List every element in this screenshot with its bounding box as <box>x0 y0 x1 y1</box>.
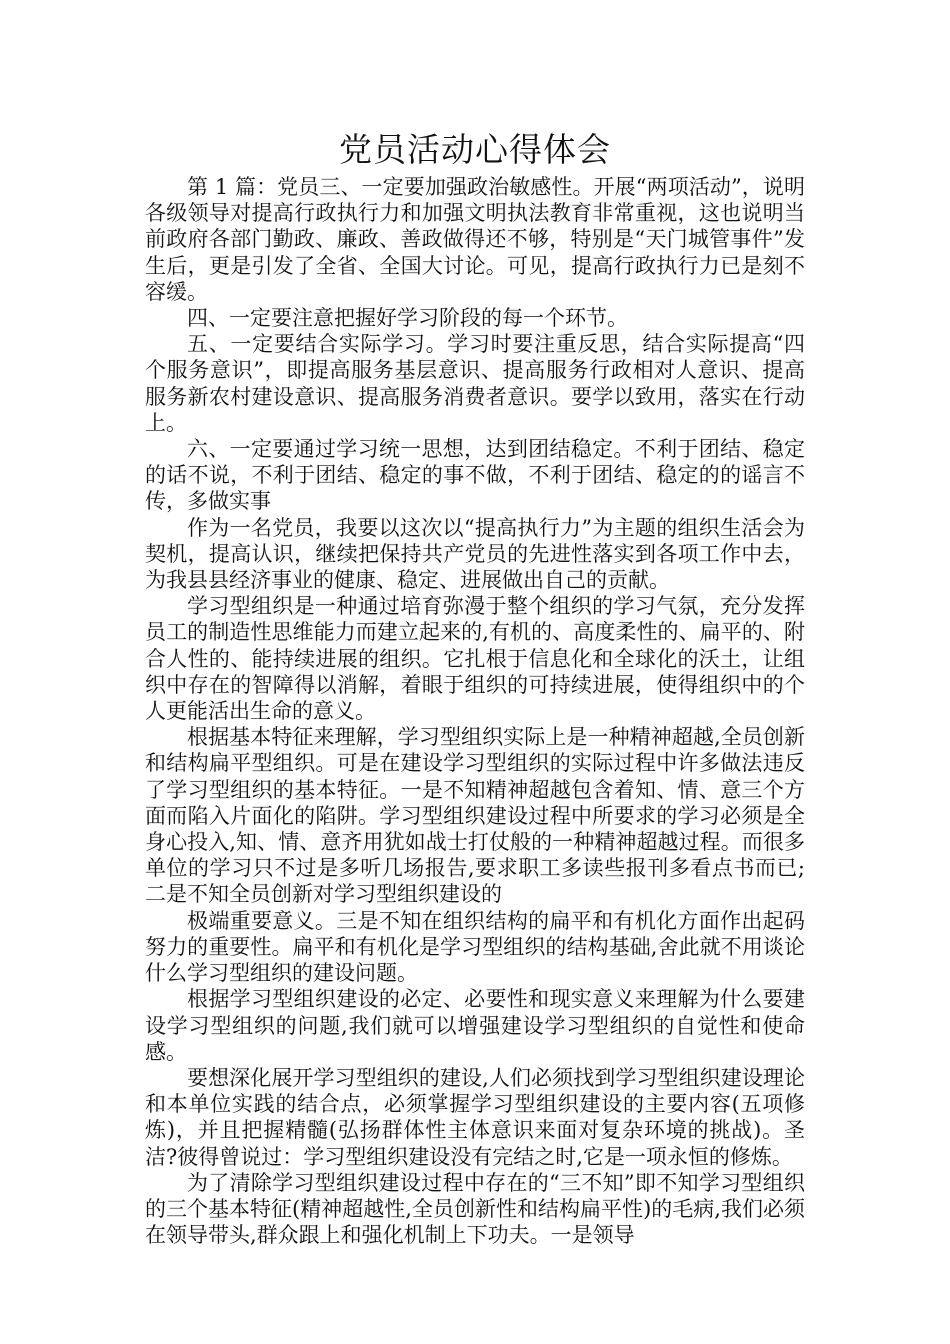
paragraph: 作为一名党员，我要以这次以“提高执行力”为主题的组织生活会为契机，提高认识，继续把保持共产党员的先进性落实到各项工作中去，为我县县经济事业的健康、稳定、进展做出自己的贡献。 <box>145 515 805 593</box>
paragraph: 极端重要意义。三是不知在组织结构的扁平和有机化方面作出起码努力的重要性。扁平和有机化是学习型组织的结构基础,舍此就不用谈论什么学习型组织的建设问题。 <box>145 908 805 986</box>
paragraph: 第 1 篇：党员三、一定要加强政治敏感性。开展“两项活动”，说明各级领导对提高行政执行力和加强文明执法教育非常重视，这也说明当前政府各部门勤政、廉政、善政做得还不够，特别是“天门城管事件”发生后，更是引发了全省、全国大讨论。可见，提高行政执行力已是刻不容缓。 <box>145 175 805 304</box>
paragraph: 根据学习型组织建设的必定、必要性和现实意义来理解为什么要建设学习型组织的问题,我们就可以增强建设学习型组织的自觉性和使命感。 <box>145 987 805 1064</box>
document-body <box>145 174 805 1248</box>
paragraph: 要想深化展开学习型组织的建设,人们必须找到学习型组织建设理论和本单位实践的结合点，必须掌握学习型组织建设的主要内容(五项修炼)，并且把握精髓(弘扬群体性主体意识来面对复杂环境的挑战)。圣洁?彼得曾说过：学习型组织建设没有完结之时,它是一项永恒的修炼。 <box>145 1065 805 1169</box>
document-title: 党员活动心得体会 <box>339 130 611 169</box>
paragraph: 根据基本特征来理解，学习型组织实际上是一种精神超越,全员创新和结构扁平型组织。可是在建设学习型组织的实际过程中许多做法违反了学习型组织的基本特征。一是不知精神超越包含着知、情、意三个方面而陷入片面化的陷阱。学习型组织建设过程中所要求的学习必须是全身心投入,知、情、意齐用犹如战士打仗般的一种精神超越过程。而很多单位的学习只不过是多听几场报告,要求职工多读些报刊多看点书而已;二是不知全员创新对学习型组织建设的 <box>145 725 805 907</box>
paragraph: 为了清除学习型组织建设过程中存在的“三不知”即不知学习型组织的三个基本特征(精神超越性,全员创新性和结构扁平性)的毛病,我们必须在领导带头,群众跟上和强化机制上下功夫。一是领导 <box>145 1170 805 1248</box>
paragraph: 学习型组织是一种通过培育弥漫于整个组织的学习气氛，充分发挥员工的制造性思维能力而建立起来的,有机的、高度柔性的、扁平的、附合人性的、能持续进展的组织。它扎根于信息化和全球化的沃土，让组织中存在的智障得以消解，着眼于组织的可持续进展，使得组织中的个人更能活出生命的意义。 <box>145 594 805 724</box>
paragraph: 四、一定要注意把握好学习阶段的每一个环节。 <box>187 306 628 331</box>
paragraph: 六、一定要通过学习统一思想，达到团结稳定。不利于团结、稳定的话不说，不利于团结、稳定的事不做，不利于团结、稳定的的谣言不传，多做实事 <box>145 437 805 514</box>
paragraph: 五、一定要结合实际学习。学习时要注重反思，结合实际提高“四个服务意识”，即提高服务基层意识、提高服务行政相对人意识、提高服务新农村建设意识、提高服务消费者意识。要学以致用，落实在行动上。 <box>145 332 805 435</box>
